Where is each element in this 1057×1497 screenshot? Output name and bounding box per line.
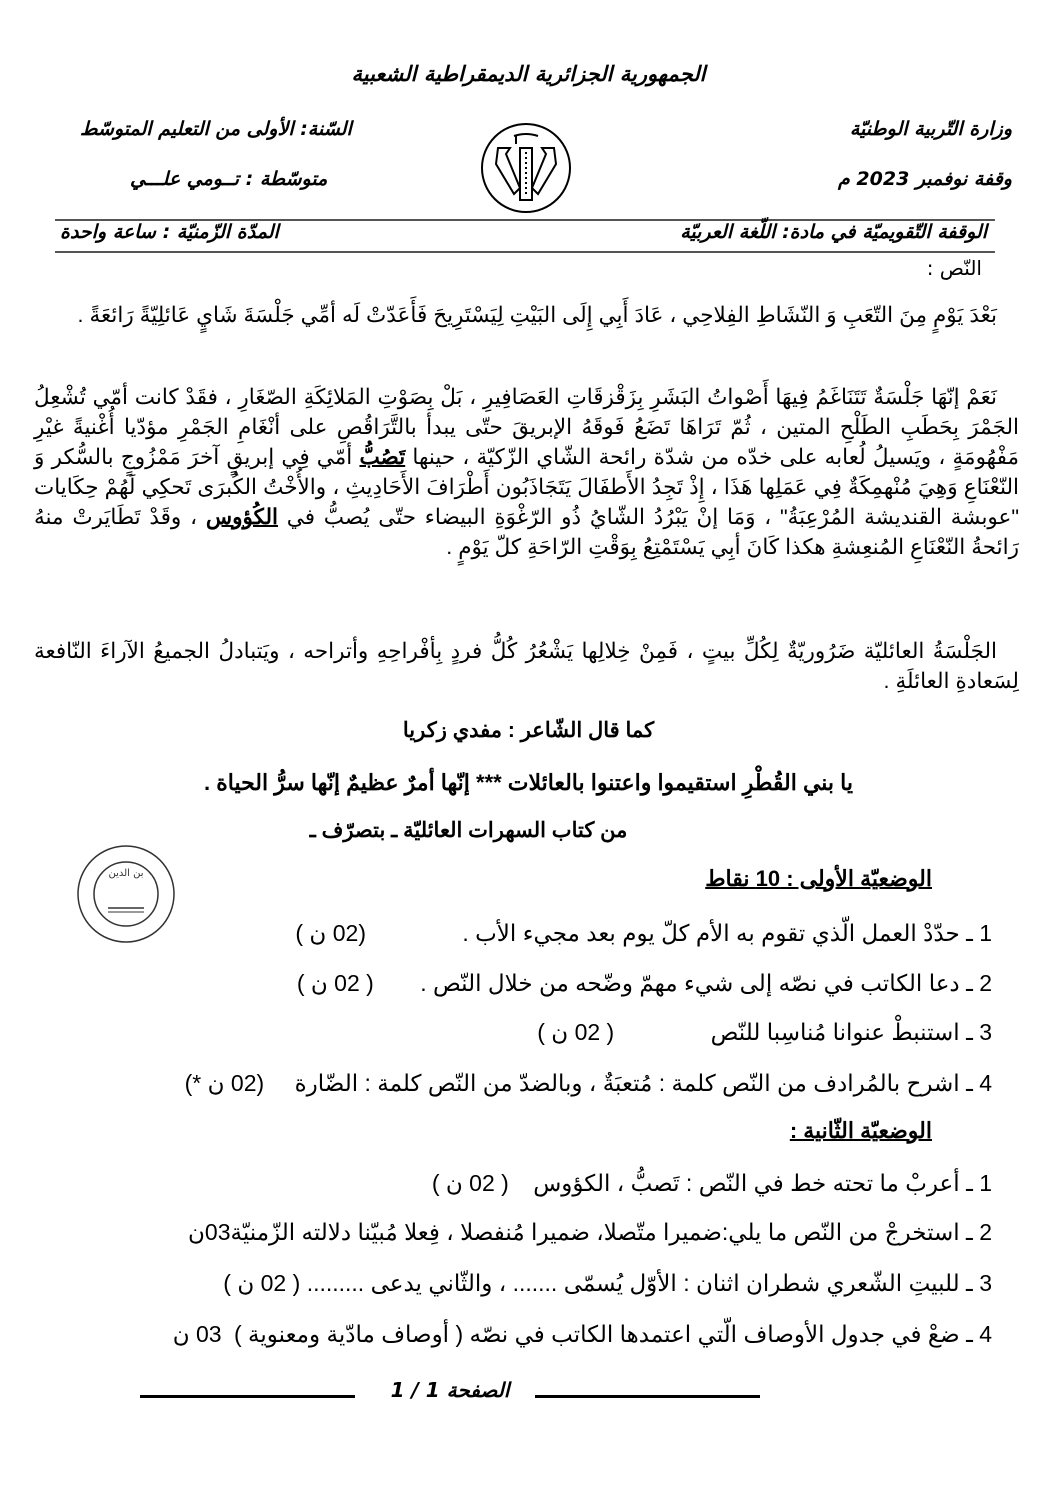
question-1-1 <box>295 920 992 947</box>
question-2-3 <box>223 1270 992 1297</box>
paragraph-text: الجَلْسَةُ العائليّة ضَرُوريّةٌ لِكُلِّ بيتٍ ، فَمِنْ خِلالِها يَشْعُرُ كُلُّ فردٍ بِأفْراحِهِ وأتراحه ، ويَتبادلُ الجميعُ الآراءَ النّافعة لِسَعادةِ العائلَةِ . <box>34 639 1019 693</box>
paragraph-3 <box>34 636 1019 696</box>
question-text: 4 ـ ضعْ في جدول الأوصاف الّتي اعتمدها الكاتب في نصّه ( أوصاف مادّية ومعنوية ) <box>233 1321 992 1347</box>
paragraph-1 <box>34 300 1019 330</box>
question-points: ( 02 ن ) <box>296 970 374 996</box>
school-name: متوسّطة : تــومي علـــي <box>130 168 328 190</box>
school-level: السّنة: الأولى من التعليم المتوسّط <box>80 118 352 140</box>
question-1-3 <box>537 1019 992 1046</box>
text-label: النّص : <box>926 256 982 280</box>
question-points: (02 ن ) <box>295 920 366 946</box>
section2-title: الوضعيّة الثّانية : <box>789 1118 932 1143</box>
question-points: 03 ن <box>172 1321 222 1347</box>
exam-date: وقفة نوفمبر 2023 م <box>838 168 1012 190</box>
question-text: 3 ـ للبيتِ الشّعري شطران اثنان : الأوّل يُسمّى ....... ، والثّاني يدعى ......... <box>306 1270 992 1296</box>
page-footer <box>140 1378 760 1408</box>
paragraph-text: بَعْدَ يَوْمٍ مِنَ التّعَبِ وَ النّشَاطِ الفِلاحِي ، عَادَ أَبِي إِلَى البَيْتِ لِيَسْتَرِيحَ فَأَعَدّتْ لَه أمِّي جَلْسَةَ شَايٍ عَائلِيّةً رَائعَةً . <box>77 303 997 327</box>
question-points: 03ن <box>188 1219 231 1245</box>
paragraph-2 <box>34 382 1019 562</box>
question-points: ( 02 ن ) <box>431 1170 509 1196</box>
subject-row <box>55 221 995 251</box>
question-text: 2 ـ دعا الكاتب في نصّه إلى شيء مهمّ وضّحه من خلال النّص . <box>420 970 992 996</box>
page-number: الصفحة 1 / 1 <box>390 1378 510 1402</box>
text-source: من كتاب السهرات العائليّة ـ بتصرّف ـ <box>309 819 628 842</box>
stamp-name: بن الدين <box>108 868 144 879</box>
poem-verse: يا بني القُطْرِ استقيموا واعتنوا بالعائلات *** إنّها أمرٌ عظيمٌ إنّها سرُّ الحياة . <box>204 770 853 795</box>
question-text: 3 ـ استنبطْ عنوانا مُناسِبا للنّص <box>710 1019 992 1045</box>
footer-rule-right <box>535 1395 760 1398</box>
footer-rule-left <box>140 1395 355 1398</box>
question-2-4 <box>173 1321 992 1348</box>
question-text: 1 ـ أعربْ ما تحته خط في النّص : تَصبُّ ، الكؤوس <box>533 1170 992 1196</box>
question-1-2 <box>297 970 992 997</box>
question-2-1 <box>432 1170 992 1197</box>
question-text: 1 ـ حدّدْ العمل الّذي تقوم به الأم كلّ يوم بعد مجيء الأب . <box>462 920 992 946</box>
republic-title: الجمهورية الجزائرية الديمقراطية الشعبية <box>351 62 706 86</box>
question-points: (02 ن *) <box>184 1070 265 1096</box>
question-2-2 <box>188 1219 992 1246</box>
teacher-stamp <box>62 842 190 947</box>
exam-duration: المدّة الزّمنيّة : ساعة واحدة <box>60 221 279 243</box>
question-points: ( 02 ن ) <box>537 1019 615 1045</box>
poet-intro: كما قال الشّاعر : مفدي زكريا <box>402 719 655 742</box>
ministry-name: وزارة التّربية الوطنيّة <box>849 118 1012 140</box>
header-divider-bottom <box>55 251 995 253</box>
paragraph-text: نَعَمْ إنّهَا جَلْسَةٌ تَتَنَاغَمُ فِيهَا أَصْواتُ البَشَرِ بِزَقْزقَاتِ العَصَافِيرِ ، بَلْ بِصَوْتِ المَلائِكَةِ الصّغَارِ ، فقَدْ كانت أمّي تُشْعِلُ الجَمْرَ بِحَطَبِ الطَلْحِ المتين ، ثُمّ تَرَاهَا تَضَعُ فَوقَهُ الإبريقَ حتّى يبدأ بالتَّرَاقُصِ على أنْغَامِ الجَمْرِ مؤدّيا أُغْنيةً غيْرِ مَفْهُومَةٍ ، ويَسيلُ لُعابه على خدّه من شدّة رائحة الشّاي الزّكيّة ، حينها <box>34 385 1019 469</box>
underlined-word-tasubbu: تَصُبُّ <box>359 445 406 469</box>
question-text: 2 ـ استخرجْ من النّص ما يلي:ضميرا متّصلا، ضميرا مُنفصلا ، فِعلا مُبيّنا دلالته الزّمنيّة <box>230 1219 992 1245</box>
ministry-emblem-icon <box>478 120 574 216</box>
question-text: 4 ـ اشرح بالمُرادف من النّص كلمة : مُتعبَةٌ ، وبالضدّ من النّص كلمة : الضّارة <box>294 1070 992 1096</box>
question-points: ( 02 ن ) <box>223 1270 301 1296</box>
section1-title: الوضعيّة الأولى : 10 نقاط <box>705 866 932 891</box>
question-1-4 <box>185 1070 992 1097</box>
paragraph-text: أمّي فِي إبريقٍ آخرَ مَمْزُوجٍ بالسُّكر وَ النّعْنَاعِ وَهِيَ مُنْهمِكَةٌ فِي عَمَلِها هَذَا ، إِذْ تَجِدُ الأَطفَالَ يَتَجَاذَبُون أَطْرَافَ الأَحَادِيثِ ، والأُخْتُ الكُبرَى تَحكِي لَهُمْ حِكَايات "عوبشة القنديشة المُرْعِبَةُ" ، وَمَا إنْ يَبْرُدُ الشّايُ ذُو الرّغْوَةِ البيضاء حتّى يُصبُّ في <box>34 445 1019 529</box>
subject-title: الوقفة التّقويميّة في مادة: اللّغة العربيّة <box>680 221 987 243</box>
underlined-word-alkuous: الكُؤوس <box>205 505 278 529</box>
paragraph-text: ، وقَدْ تَطَايَرتْ منهُ رَائحةُ النّعْنَاعِ المُنعِشةِ هكذا كَانَ أبِي يَسْتَمْتِعُ بِوَقْتِ الرّاحَةِ كلّ يَوْمٍ . <box>34 505 1019 559</box>
